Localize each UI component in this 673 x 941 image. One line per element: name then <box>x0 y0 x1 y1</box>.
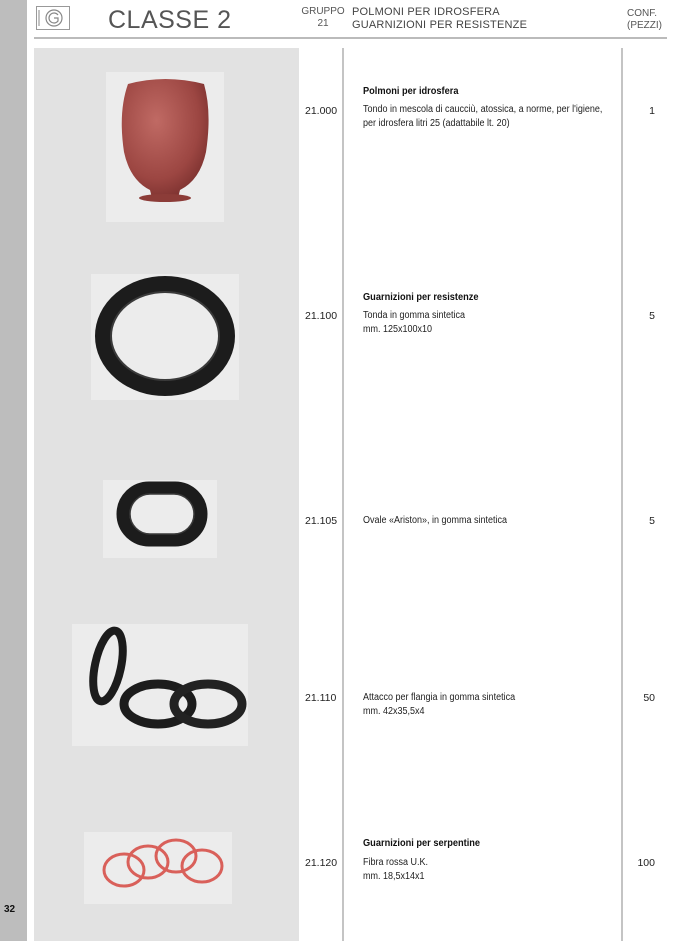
product-code: 21.110 <box>305 692 337 704</box>
product-heading: Polmoni per idrosfera <box>363 85 459 97</box>
product-code: 21.105 <box>305 515 338 527</box>
product-quantity: 5 <box>649 515 655 527</box>
description-line: per idrosfera litri 25 (adattabile lt. 20) <box>363 118 510 129</box>
product-description <box>363 691 515 719</box>
product-heading: Guarnizioni per serpentine <box>363 837 481 849</box>
company-logo-icon <box>36 6 70 30</box>
conf-sub: (PEZZI) <box>627 20 662 31</box>
product-quantity: 50 <box>643 692 655 704</box>
description-line: mm. 125x100x10 <box>363 324 433 335</box>
description-line: Attacco per flangia in gomma sintetica <box>363 692 516 703</box>
product-description <box>363 856 428 884</box>
product-heading: Guarnizioni per resistenze <box>363 291 479 303</box>
red-fiber-rings-image <box>84 832 232 904</box>
header-rule <box>34 37 667 39</box>
black-flange-rings-image <box>72 624 248 746</box>
product-quantity: 100 <box>637 857 655 869</box>
red-rubber-bladder-image <box>106 72 224 222</box>
column-divider <box>621 48 623 941</box>
section-title-1: POLMONI PER IDROSFERA <box>352 6 500 18</box>
side-bar <box>0 0 27 941</box>
product-description <box>363 103 602 131</box>
product-code: 21.100 <box>305 310 338 322</box>
group-number: 21 <box>317 18 329 29</box>
description-line: Ovale «Ariston», in gomma sintetica <box>363 515 508 526</box>
group-label: GRUPPO <box>301 6 345 17</box>
product-description <box>363 309 465 337</box>
class-title: CLASSE 2 <box>108 6 232 34</box>
description-line: Tondo in mescola di caucciù, atossica, a norme, per l'igiene, <box>363 104 603 115</box>
description-line: mm. 42x35,5x4 <box>363 706 425 717</box>
product-code: 21.120 <box>305 857 338 869</box>
description-line: mm. 18,5x14x1 <box>363 871 425 882</box>
description-line: Fibra rossa U.K. <box>363 857 429 868</box>
section-titles <box>352 6 527 32</box>
description-line: Tonda in gomma sintetica <box>363 310 466 321</box>
section-title-2: GUARNIZIONI PER RESISTENZE <box>352 19 528 31</box>
conf-label: CONF. <box>627 8 657 19</box>
product-quantity: 1 <box>649 105 655 117</box>
conf-box <box>627 8 662 32</box>
product-code: 21.000 <box>305 105 338 117</box>
column-divider <box>342 48 344 941</box>
product-description <box>363 514 507 528</box>
black-round-gasket-image <box>91 274 239 400</box>
group-box <box>301 6 345 30</box>
black-oval-gasket-image <box>103 480 217 558</box>
page-number: 32 <box>4 904 16 915</box>
product-quantity: 5 <box>649 310 655 322</box>
